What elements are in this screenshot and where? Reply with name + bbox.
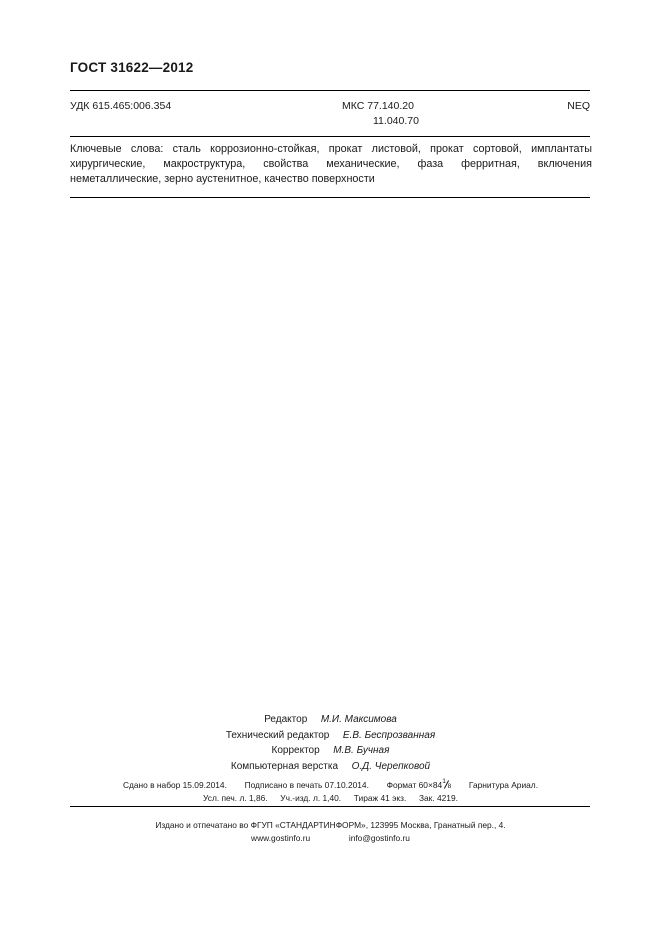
- technical-editor-name: Е.В. Беспрозванная: [342, 729, 436, 741]
- keywords-paragraph: Ключевые слова: сталь коррозионно-стойкая, прокат листовой, прокат сортовой, имплантаты хирургические, макроструктура, свойства механические, фаза ферритная, включения неметаллические, зерно аустенитное, качество поверхности: [70, 143, 592, 186]
- print-run-copies: Тираж 41 экз.: [353, 792, 407, 803]
- publisher-address: Издано и отпечатано во ФГУП «СТАНДАРТИНФОРМ», 123995 Москва, Гранатный пер., 4.: [155, 820, 506, 830]
- editor-role-label: Редактор: [264, 714, 308, 725]
- print-details-line-2: [0, 792, 661, 805]
- mks-code-line-2: 11.040.70: [373, 115, 419, 127]
- paper-format-fraction: [442, 780, 451, 789]
- order-number: Зак. 4219.: [418, 792, 458, 803]
- credit-line-corrector: [0, 743, 661, 759]
- paper-format-times: ×: [427, 780, 433, 790]
- fraction-denominator: 8: [447, 782, 452, 790]
- print-details-line-1: [0, 779, 661, 792]
- date-signed: Подписано в печать 07.10.2014.: [244, 780, 369, 790]
- date-submitted: Сдано в набор 15.09.2014.: [122, 780, 227, 790]
- standard-number-header: ГОСТ 31622—2012: [70, 60, 194, 75]
- paper-format-second: 84: [432, 780, 443, 790]
- technical-editor-role-label: Технический редактор: [225, 729, 330, 741]
- credit-line-layout: [0, 759, 661, 775]
- mks-code-line-1: МКС 77.140.20: [342, 100, 414, 112]
- publisher-imprint-block: [0, 819, 661, 845]
- editor-name: М.И. Максимова: [320, 714, 397, 725]
- header-divider-rule: [70, 90, 590, 91]
- typeface: Гарнитура Ариал.: [468, 780, 539, 790]
- layout-role-label: Компьютерная верстка: [230, 760, 339, 772]
- keywords-divider-rule: [70, 197, 590, 198]
- print-details-block: [0, 779, 661, 804]
- layout-name: О.Д. Черепковой: [351, 760, 431, 772]
- corrector-name: М.В. Бучная: [333, 745, 390, 756]
- credit-line-editor: [0, 712, 661, 728]
- credit-line-technical-editor: [0, 728, 661, 744]
- codes-divider-rule: [70, 136, 590, 137]
- corrector-role-label: Корректор: [271, 745, 320, 756]
- paper-format-label: Формат 60: [386, 780, 428, 790]
- mks-code: [342, 100, 419, 127]
- udk-code: УДК 615.465:006.354: [70, 100, 172, 112]
- imprint-divider-rule: [70, 806, 590, 807]
- publisher-email-link[interactable]: info@gostinfo.ru: [348, 833, 410, 843]
- publisher-sheets: Уч.-изд. л. 1,40.: [280, 792, 342, 803]
- equivalence-degree: NEQ: [567, 100, 590, 112]
- publisher-website-link[interactable]: www.gostinfo.ru: [251, 833, 311, 843]
- conventional-printed-sheets: Усл. печ. л. 1,86.: [203, 792, 268, 803]
- editorial-credits-block: [0, 712, 661, 774]
- imprint-contacts-line: [0, 832, 661, 845]
- fraction-numerator: 1: [442, 778, 446, 785]
